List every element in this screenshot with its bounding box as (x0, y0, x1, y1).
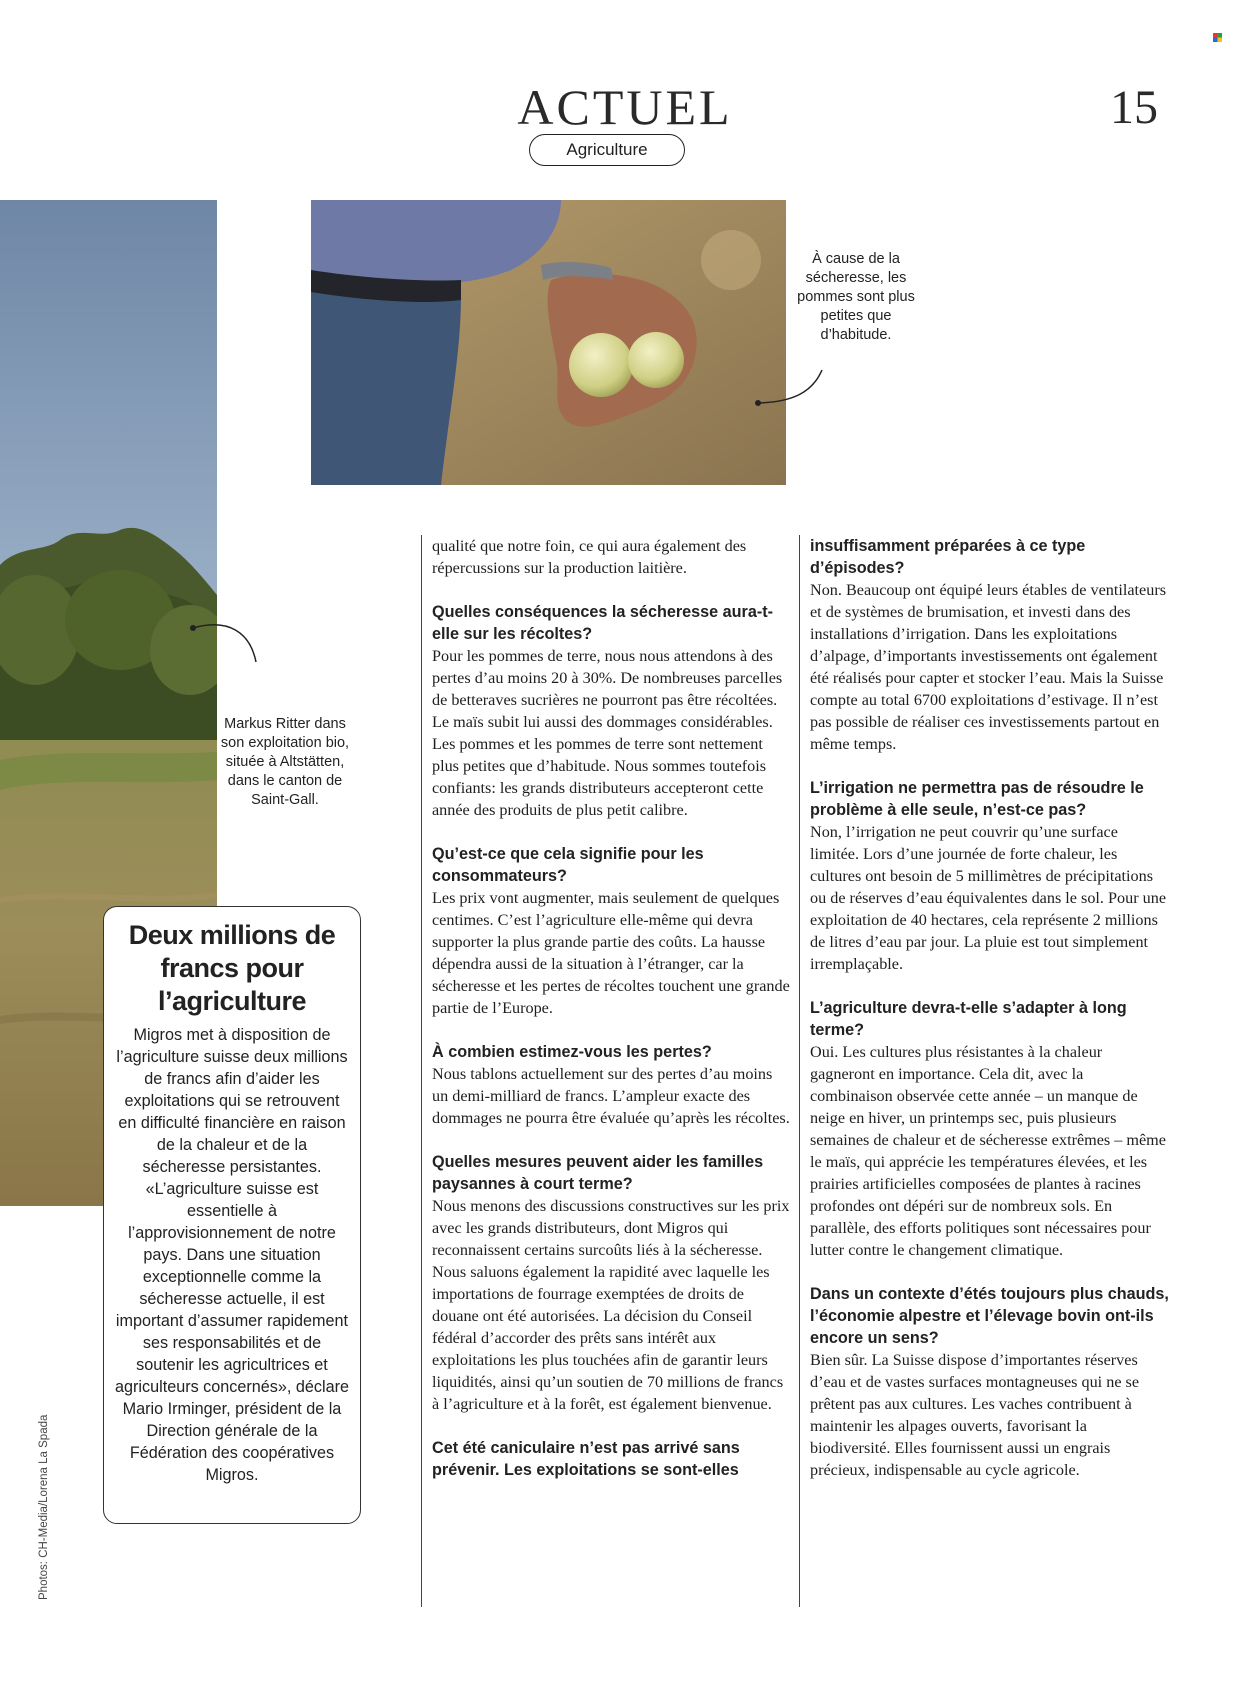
section-tag: Agriculture (529, 134, 685, 166)
apples-caption-leader-icon (752, 368, 827, 408)
interview-question: Quelles conséquences la sécheresse aura-t-elle sur les récoltes? (432, 603, 774, 643)
photo-credit-text: Photos: CH-Media/Lorena La Spada (38, 1414, 50, 1600)
color-mark-blue (1213, 38, 1218, 43)
interview-question: L’irrigation ne permettra pas de résoudre le problème à elle seule, n’est-ce pas? (810, 779, 1144, 819)
apples-in-hand-photo (311, 200, 786, 485)
field-photo-caption: Markus Ritter dans son exploitation bio, située à Altstätten, dans le canton de Saint-Gall. (220, 716, 350, 808)
interview-answer: Oui. Les cultures plus résistantes à la chaleur gagneront en importance. Cela dit, avec la combinaison observée cette année – un manque de neige en hiver, un printemps sec, puis plusieurs semaines de chaleur et de sécheresse extrêmes – même le maïs, qui apprécie les températures élevées, et les prairies artificielles composées de plantes à racines profondes ont dépéri sur de nombreux sols. En parallèle, des efforts politiques sont nécessaires pour lutter contre le changement climatique. (810, 1043, 1166, 1259)
article-paragraph: qualité que notre foin, ce qui aura également des répercussions sur la production laitière. (432, 537, 747, 577)
interview-answer: Non. Beaucoup ont équipé leurs étables de ventilateurs et de systèmes de brumisation, et investi dans des installations d’irrigation. Dans les exploitations d’alpage, d’importants investissements ont également été réalisés pour capter et stocker l’eau. Mais la Suisse compte au total 6700 exploitations d’estivage. Il n’est pas possible de réaliser ces investissements partout en même temps. (810, 581, 1167, 753)
interview-answer: Les prix vont augmenter, mais seulement de quelques centimes. C’est l’agriculture elle-même qui devra supporter la plus grande partie des coûts. La hausse dépendra aussi de la situation à l’étranger, car la sécheresse et les pertes de récoltes touchent une grande partie de l’Europe. (432, 889, 790, 1017)
article-column-1 (432, 535, 792, 1481)
migros-infobox (103, 906, 361, 1524)
interview-answer: Bien sûr. La Suisse dispose d’importantes réserves d’eau et de vastes surfaces montagneuses qui ne se prêtent pas aux cultures. Les vaches contribuent à maintenir les alpages ouverts, favorisant la biodiversité. Elles fournissent aussi un engrais précieux, indispensable au cycle agricole. (810, 1351, 1140, 1479)
article-column-2 (810, 535, 1170, 1481)
infobox-title: Deux millions de francs pour l’agriculture (128, 920, 336, 1016)
color-registration-icon (1213, 33, 1222, 42)
interview-question-continuation: insuffisamment préparées à ce type d’épisodes? (810, 537, 1086, 577)
infobox-body: Migros met à disposition de l’agriculture suisse deux millions de francs afin d’aider les exploitations qui se retrouvent en difficulté financière en raison de la chaleur et de la sécheresse persistantes. «L’agriculture suisse est essentielle à l’approvisionnement de notre pays. Dans une situation exceptionnelle comme la sécheresse actuelle, il est important d’assumer rapidement ses responsabilités et de soutenir les agricultrices et agriculteurs concernés», déclare Mario Irminger, président de la Direction générale de la Fédération des coopératives Migros. (115, 1026, 349, 1484)
column-divider (799, 535, 800, 1607)
color-mark-green (1218, 33, 1223, 38)
interview-question: Quelles mesures peuvent aider les familles paysannes à court terme? (432, 1153, 764, 1193)
interview-answer: Nous tablons actuellement sur des pertes d’au moins un demi-milliard de francs. L’ampleur exacte des dommages ne pourra être évaluée qu’après les récoltes. (432, 1065, 790, 1127)
page-number: 15 (1110, 81, 1158, 134)
color-mark-red (1213, 33, 1218, 38)
field-caption-leader-icon (188, 620, 263, 665)
interview-question: Qu’est-ce que cela signifie pour les consommateurs? (432, 845, 704, 885)
apples-photo-caption: À cause de la sécheresse, les pommes sont plus petites que d’habitude. (797, 251, 915, 343)
interview-question: L’agriculture devra-t-elle s’adapter à long terme? (810, 999, 1127, 1039)
interview-answer: Pour les pommes de terre, nous nous attendons à des pertes d’au moins 20 à 30%. De nombreuses parcelles de betteraves sucrières ne pourront pas être récoltées. Le maïs subit lui aussi des dommages considérables. Les pommes et les pommes de terre sont nettement plus petites que d’habitude. Nous sommes toutefois confiants: les grands distributeurs accepteront cette année des produits de plus petit calibre. (432, 647, 783, 819)
color-mark-yellow (1218, 38, 1223, 43)
interview-question-continued: Cet été caniculaire n’est pas arrivé sans prévenir. Les exploitations se sont-elles (432, 1439, 740, 1479)
interview-question: Dans un contexte d’étés toujours plus chauds, l’économie alpestre et l’élevage bovin ont-ils encore un sens? (810, 1285, 1169, 1347)
interview-question: À combien estimez-vous les pertes? (432, 1043, 712, 1061)
interview-answer: Nous menons des discussions constructives sur les prix avec les grands distributeurs, dont Migros qui reconnaissent certains surcoûts liés à la sécheresse. Nous saluons également la rapidité avec laquelle les importations de fourrage exemptées de droits de douane ont été autorisées. La décision du Conseil fédéral d’accorder des prêts sans intérêt aux exploitations les plus touchées afin de garantir leurs liquidités, ainsi qu’un soutien de 70 millions de francs à l’agriculture et à la forêt, est également bienvenue. (432, 1197, 790, 1413)
column-divider (421, 535, 422, 1607)
section-title: ACTUEL (517, 79, 733, 135)
interview-answer: Non, l’irrigation ne peut couvrir qu’une surface limitée. Lors d’une journée de forte chaleur, les cultures ont besoin de 5 millimètres de précipitations ou de réserves d’eau équivalentes dans le sol. Pour une exploitation de 40 hectares, cela représente 2 millions de litres d’eau par jour. La pluie est tout simplement irremplaçable. (810, 823, 1167, 973)
